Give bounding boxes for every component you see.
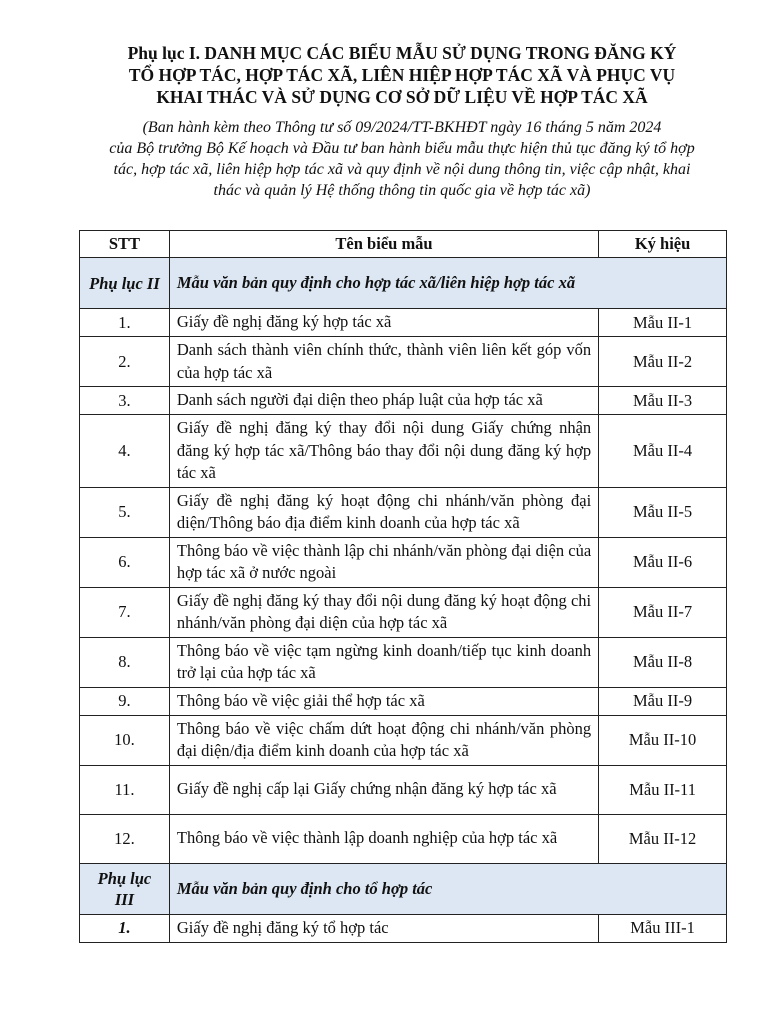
row-stt: 2. <box>80 337 170 387</box>
row-stt: 12. <box>80 814 170 863</box>
document-subtitle <box>60 117 744 201</box>
table-row <box>80 587 727 637</box>
row-stt: 6. <box>80 537 170 587</box>
table-row <box>80 337 727 387</box>
table-row <box>80 914 727 942</box>
row-code: Mẫu II-8 <box>599 637 727 687</box>
table-row <box>80 637 727 687</box>
title-line: Phụ lục I. DANH MỤC CÁC BIỂU MẪU SỬ DỤNG TRONG ĐĂNG KÝ <box>127 43 677 63</box>
row-code: Mẫu II-12 <box>599 814 727 863</box>
forms-table <box>79 230 727 943</box>
section-row-iii <box>80 863 727 914</box>
row-stt: 1. <box>80 914 170 942</box>
row-stt: 9. <box>80 687 170 715</box>
row-name: Giấy đề nghị đăng ký thay đổi nội dung đăng ký hoạt động chi nhánh/văn phòng đại diện của hợp tác xã <box>169 587 598 637</box>
table-row <box>80 814 727 863</box>
row-name: Danh sách thành viên chính thức, thành viên liên kết góp vốn của hợp tác xã <box>169 337 598 387</box>
row-stt: 8. <box>80 637 170 687</box>
row-code: Mẫu II-7 <box>599 587 727 637</box>
header-code: Ký hiệu <box>599 231 727 258</box>
title-line: TỔ HỢP TÁC, HỢP TÁC XÃ, LIÊN HIỆP HỢP TÁC XÃ VÀ PHỤC VỤ <box>128 65 676 85</box>
section-label: Phụ lục III <box>80 863 170 914</box>
table-row <box>80 309 727 337</box>
row-name: Giấy đề nghị đăng ký hợp tác xã <box>169 309 598 337</box>
section-row-ii <box>80 258 727 309</box>
table-header-row <box>80 231 727 258</box>
row-name: Giấy đề nghị cấp lại Giấy chứng nhận đăng ký hợp tác xã <box>169 765 598 814</box>
table-row <box>80 715 727 765</box>
section-title: Mẫu văn bản quy định cho hợp tác xã/liên hiệp hợp tác xã <box>169 258 726 309</box>
row-code: Mẫu II-11 <box>599 765 727 814</box>
table-row <box>80 687 727 715</box>
row-code: Mẫu II-10 <box>599 715 727 765</box>
section-title: Mẫu văn bản quy định cho tổ hợp tác <box>169 863 726 914</box>
row-code: Mẫu II-3 <box>599 387 727 415</box>
row-stt: 1. <box>80 309 170 337</box>
row-code: Mẫu II-5 <box>599 487 727 537</box>
row-stt: 11. <box>80 765 170 814</box>
document-title <box>60 42 744 108</box>
row-name: Danh sách người đại diện theo pháp luật của hợp tác xã <box>169 387 598 415</box>
table-row <box>80 765 727 814</box>
row-stt: 5. <box>80 487 170 537</box>
row-name: Giấy đề nghị đăng ký tổ hợp tác <box>169 914 598 942</box>
row-name: Thông báo về việc thành lập chi nhánh/văn phòng đại diện của hợp tác xã ở nước ngoài <box>169 537 598 587</box>
section-label: Phụ lục II <box>80 258 170 309</box>
subtitle-line: tác, hợp tác xã, liên hiệp hợp tác xã và quy định về nội dung thông tin, việc cập nhật, khai <box>113 161 691 178</box>
row-name: Giấy đề nghị đăng ký thay đổi nội dung Giấy chứng nhận đăng ký hợp tác xã/Thông báo thay đổi nội dung đăng ký hợp tác xã <box>169 415 598 488</box>
subtitle-line: thác và quản lý Hệ thống thông tin quốc gia về hợp tác xã) <box>213 182 591 199</box>
table-row <box>80 415 727 488</box>
row-code: Mẫu II-2 <box>599 337 727 387</box>
table-row <box>80 487 727 537</box>
table-row <box>80 387 727 415</box>
row-code: Mẫu II-9 <box>599 687 727 715</box>
row-name: Thông báo về việc tạm ngừng kinh doanh/tiếp tục kinh doanh trở lại của hợp tác xã <box>169 637 598 687</box>
row-code: Mẫu II-4 <box>599 415 727 488</box>
header-name: Tên biểu mẫu <box>169 231 598 258</box>
table-row <box>80 537 727 587</box>
title-line: KHAI THÁC VÀ SỬ DỤNG CƠ SỞ DỮ LIỆU VỀ HỢP TÁC XÃ <box>156 87 648 107</box>
header-stt: STT <box>80 231 170 258</box>
subtitle-line: của Bộ trưởng Bộ Kế hoạch và Đầu tư ban hành biểu mẫu thực hiện thủ tục đăng ký tổ hợp <box>109 140 695 157</box>
row-name: Thông báo về việc thành lập doanh nghiệp của hợp tác xã <box>169 814 598 863</box>
row-stt: 3. <box>80 387 170 415</box>
row-name: Thông báo về việc chấm dứt hoạt động chi nhánh/văn phòng đại diện/địa điểm kinh doanh của hợp tác xã <box>169 715 598 765</box>
row-code: Mẫu II-1 <box>599 309 727 337</box>
row-stt: 10. <box>80 715 170 765</box>
row-code: Mẫu III-1 <box>599 914 727 942</box>
subtitle-line: (Ban hành kèm theo Thông tư số 09/2024/TT-BKHĐT ngày 16 tháng 5 năm 2024 <box>142 119 662 136</box>
row-stt: 4. <box>80 415 170 488</box>
row-name: Thông báo về việc giải thể hợp tác xã <box>169 687 598 715</box>
row-stt: 7. <box>80 587 170 637</box>
row-code: Mẫu II-6 <box>599 537 727 587</box>
row-name: Giấy đề nghị đăng ký hoạt động chi nhánh/văn phòng đại diện/Thông báo địa điểm kinh doanh của hợp tác xã <box>169 487 598 537</box>
